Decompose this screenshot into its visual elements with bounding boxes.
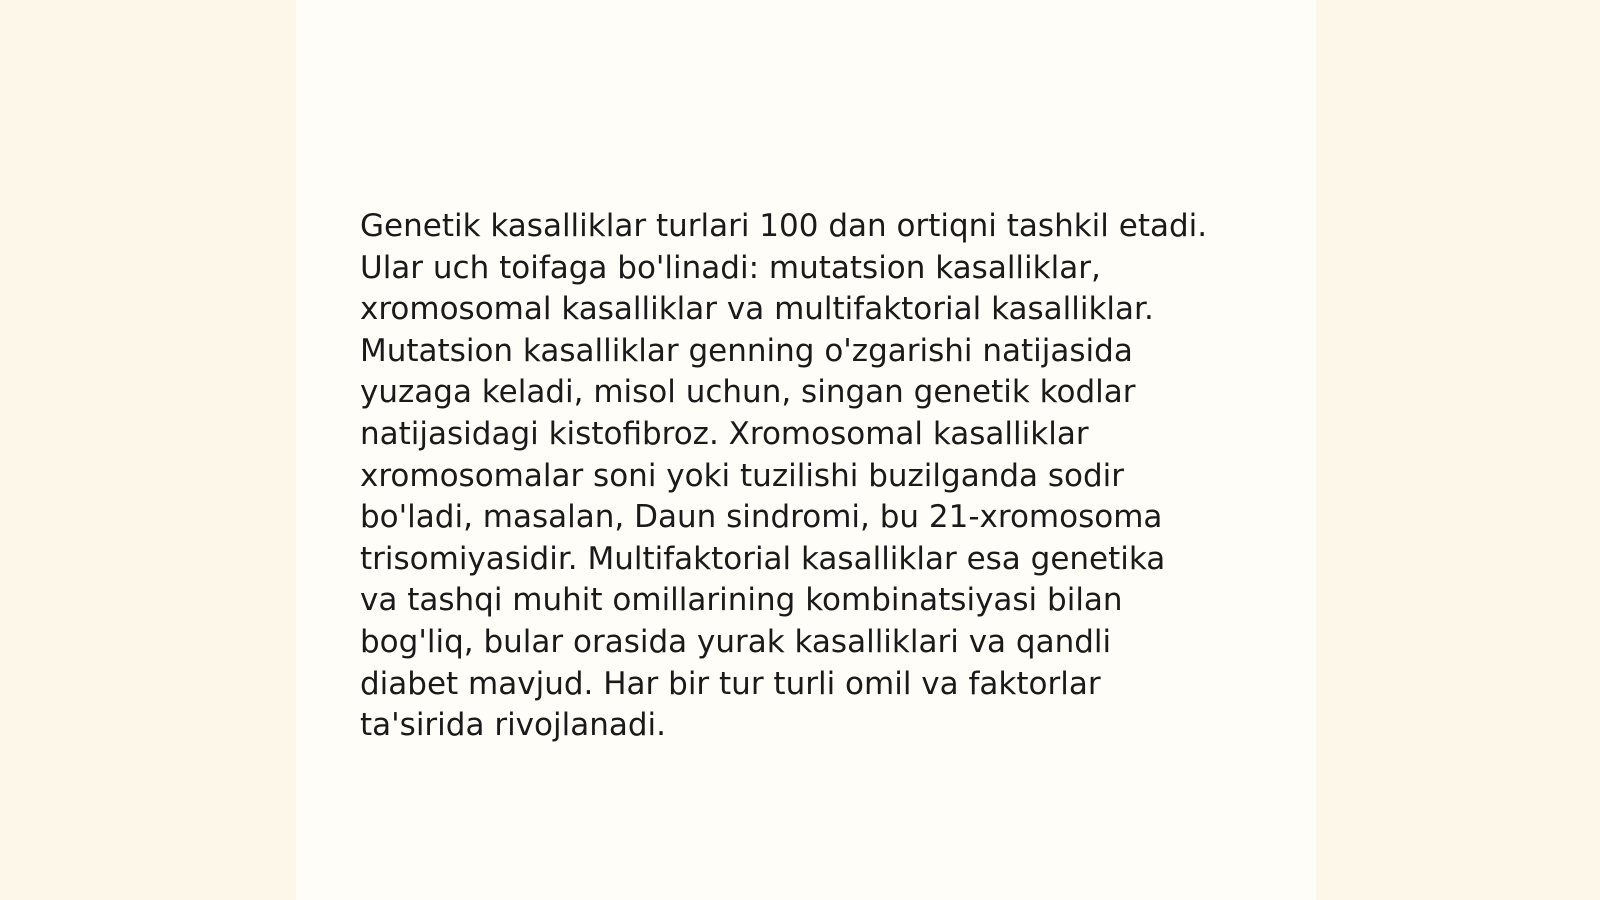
paragraph-line: trisomiyasidir. Multifaktorial kasalliklar esa genetika — [360, 540, 1166, 577]
paragraph-line: xromosomalar soni yoki tuzilishi buzilganda sodir — [360, 457, 1125, 494]
paragraph-line: xromosomal kasalliklar va multifaktorial kasalliklar. — [360, 291, 1154, 328]
paragraph-line: ta'sirida rivojlanadi. — [360, 707, 667, 744]
paragraph-line: Ular uch toifaga bo'linadi: mutatsion kasalliklar, — [360, 249, 1101, 286]
paragraph-line: Mutatsion kasalliklar genning o'zgarishi natijasida — [360, 332, 1133, 369]
paragraph-line: Genetik kasalliklar turlari 100 dan ortiqni tashkil etadi. — [360, 208, 1208, 244]
paragraph-line: va tashqi muhit omillarining kombinatsiyasi bilan — [360, 582, 1123, 619]
paragraph-line: bog'liq, bular orasida yurak kasalliklari va qandli — [360, 623, 1112, 660]
paragraph — [360, 206, 1260, 747]
document-page — [296, 0, 1316, 900]
paragraph-line: yuzaga keladi, misol uchun, singan genetik kodlar — [360, 374, 1136, 411]
paragraph-line: diabet mavjud. Har bir tur turli omil va faktorlar — [360, 665, 1101, 702]
paragraph-line: bo'ladi, masalan, Daun sindromi, bu 21-xromosoma — [360, 499, 1163, 536]
paragraph-line: natijasidagi kistofibroz. Xromosomal kasalliklar — [360, 415, 1089, 452]
